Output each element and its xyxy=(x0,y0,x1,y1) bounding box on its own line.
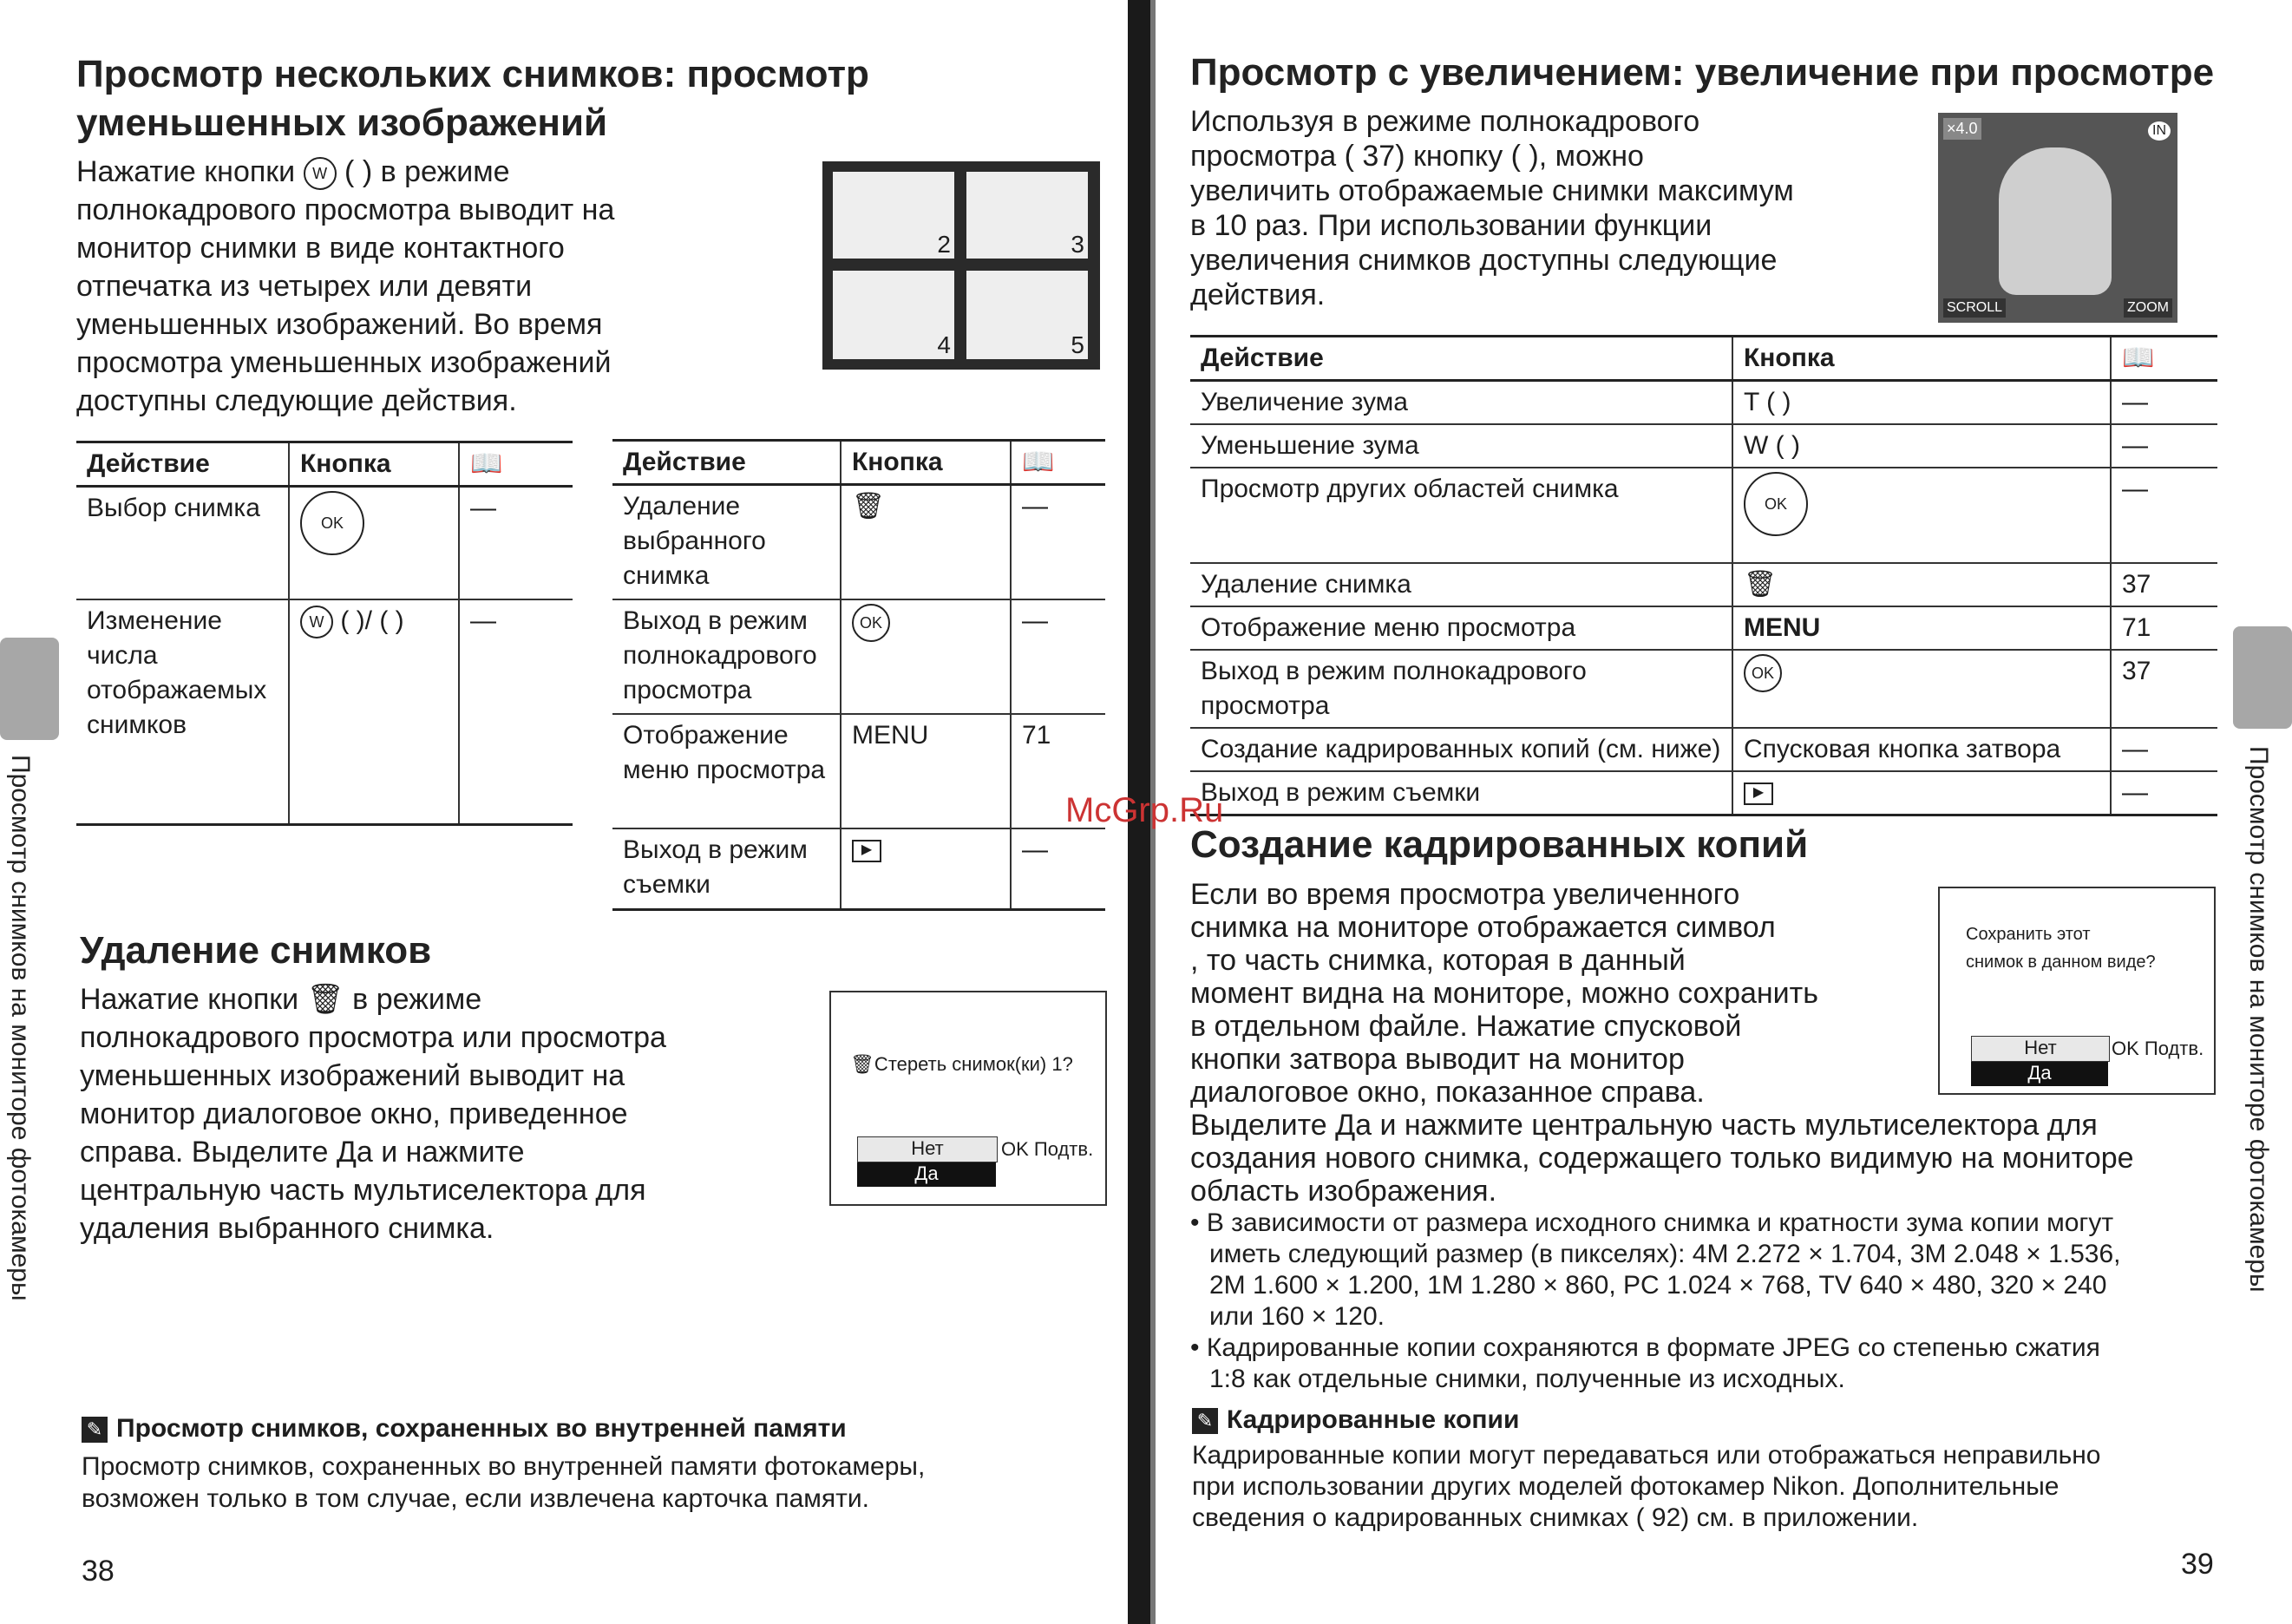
dialog-confirm-hint: OK Подтв. xyxy=(1001,1138,1094,1160)
cell-action: Создание кадрированных копий (см. ниже) xyxy=(1190,728,1732,771)
intro-line: отпечатка из четырех или девяти xyxy=(76,270,533,303)
cell-action: Уменьшение зума xyxy=(1190,424,1732,468)
delete-dialog xyxy=(829,991,1107,1206)
save-crop-dialog xyxy=(1938,887,2216,1095)
pencil-icon: ✎ xyxy=(1192,1408,1218,1434)
zoom-wide-icon: W xyxy=(304,157,337,190)
thumb-4: 5 xyxy=(966,271,1088,359)
portrait-face xyxy=(1999,147,2112,295)
thumb-1: 2 xyxy=(833,172,954,259)
cell-button xyxy=(1732,771,2111,815)
delete-paragraph xyxy=(80,980,791,1247)
th-action: Действие xyxy=(612,441,841,485)
cell-action: Выбор снимка xyxy=(76,487,289,599)
cell-action: Просмотр других областей снимка xyxy=(1190,468,1732,563)
dialog-yes-button[interactable]: Да xyxy=(857,1162,996,1187)
note-title: Кадрированные копии xyxy=(1227,1405,1520,1434)
left-intro xyxy=(76,153,788,420)
cell-button xyxy=(1732,650,2111,728)
cell-action: Отображение меню просмотра xyxy=(612,714,841,828)
crop-paragraph-2: Выделите Да и нажмите центральную часть мультиселектора для создания нового снимка, содержащего только видимую на мониторе область изображения. xyxy=(1190,1109,2134,1208)
delete-section-title: Удаление снимков xyxy=(80,929,432,972)
cell-page: — xyxy=(459,599,573,825)
crop-section-title: Создание кадрированных копий xyxy=(1190,823,1809,866)
cell-action: Удаление снимка xyxy=(1190,563,1732,606)
dialog-confirm-hint: OK Подтв. xyxy=(2112,1038,2204,1059)
multiselector-icon: OK xyxy=(289,487,459,599)
cell-page: — xyxy=(1011,828,1105,910)
th-button: Кнопка xyxy=(1732,337,2111,381)
left-side-text: Просмотр снимков на мониторе фотокамеры xyxy=(6,755,35,1301)
zoom-label: ZOOM xyxy=(2124,298,2172,318)
left-actions-table-1 xyxy=(76,441,573,826)
th-action: Действие xyxy=(1190,337,1732,381)
intro-line: ( ) в режиме xyxy=(344,155,510,188)
delete-line: центральную часть мультиселектора для xyxy=(80,1174,646,1207)
intro-line: просмотра уменьшенных изображений xyxy=(76,346,612,379)
right-side-tab xyxy=(2233,626,2292,729)
bullet-sizes: • В зависимости от размера исходного снимка и кратности зума копии могут иметь следующий размер (в пикселях): 4M 2.272 × 1.704, 3M 2.048 × 1.536, 2M 1.600 × 1.200, 1M 1.280 × 860, PC 1.024 × 768, TV 640 × 480, 320 × 240 или 160 × 120. xyxy=(1190,1208,2121,1331)
cell-button xyxy=(841,828,1011,910)
left-note-body: Просмотр снимков, сохраненных во внутренней памяти фотокамеры, возможен только в том случае, если извлечена карточка памяти. xyxy=(82,1452,926,1513)
cell-button: MENU xyxy=(841,714,1011,828)
zoom-tele-icon: T ( ) xyxy=(1732,381,2111,425)
dialog-yes-button[interactable]: Да xyxy=(1971,1062,2108,1086)
right-intro: Используя в режиме полнокадрового просмотра ( 37) кнопку ( ), можно увеличить отображаемые снимки максимум в 10 раз. При использовании функции увеличения снимков доступны следующие действия. xyxy=(1190,105,1794,311)
cell-page: — xyxy=(2111,728,2217,771)
right-page-title: Просмотр с увеличением: увеличение при просмотре xyxy=(1190,51,2215,94)
cell-page: — xyxy=(2111,771,2217,815)
cell-action: Выход в режим полнокадрового просмотра xyxy=(1190,650,1732,728)
intro-line: полнокадрового просмотра выводит на xyxy=(76,193,615,226)
cell-page: — xyxy=(1011,599,1105,714)
delete-line: справа. Выделите Да и нажмите xyxy=(80,1136,525,1169)
play-icon: ▶ xyxy=(852,840,881,862)
watermark: McGrp.Ru xyxy=(1065,791,1224,829)
dialog-text-2: снимок в данном виде? xyxy=(1966,953,2156,972)
ok-icon: OK xyxy=(852,604,890,642)
cell-button: W ( )/ ( ) xyxy=(289,599,459,825)
crop-paragraph: Если во время просмотра увеличенного снимка на мониторе отображается символ , то часть снимка, которая в данный момент видна на мониторе, можно сохранить в отдельном файле. Нажатие спусковой кнопки затвора выводит на монитор диалоговое окно, показанное справа. xyxy=(1190,878,1818,1109)
left-side-tab xyxy=(0,638,59,740)
trash-icon: 🗑 xyxy=(841,485,1011,599)
th-page: 📖 xyxy=(1011,441,1105,485)
cell-page: 71 xyxy=(2111,606,2217,650)
bullet-jpeg: • Кадрированные копии сохраняются в формате JPEG со степенью сжатия 1:8 как отдельные снимки, полученные из исходных. xyxy=(1190,1333,2100,1393)
th-page: 📖 xyxy=(459,442,573,487)
right-note-body: Кадрированные копии могут передаваться или отображаться неправильно при использовании других моделей фотокамер Nikon. Дополнительные сведения о кадрированных снимках ( 92) см. в приложении. xyxy=(1192,1441,2101,1532)
cell-page: — xyxy=(2111,381,2217,425)
intro-line: Нажатие кнопки xyxy=(76,155,296,188)
left-actions-table-2 xyxy=(612,439,1105,911)
cell-page: — xyxy=(2111,424,2217,468)
intro-line: уменьшенных изображений. Во время xyxy=(76,308,603,341)
right-page-number: 39 xyxy=(2181,1548,2214,1581)
pencil-icon: ✎ xyxy=(82,1417,108,1443)
zoom-wide-icon: W xyxy=(300,606,333,638)
cell-button: MENU xyxy=(1732,606,2111,650)
thumb-3: 4 xyxy=(833,271,954,359)
multiselector-icon: OK xyxy=(1732,468,2111,563)
zoom-screen-image xyxy=(1938,113,2177,323)
cell-page: — xyxy=(2111,468,2217,563)
zoom-wide-icon: W ( ) xyxy=(1732,424,2111,468)
cell-action: Увеличение зума xyxy=(1190,381,1732,425)
cell-action: Отображение меню просмотра xyxy=(1190,606,1732,650)
delete-line: уменьшенных изображений выводит на xyxy=(80,1059,625,1092)
right-side-text: Просмотр снимков на мониторе фотокамеры xyxy=(2244,746,2273,1293)
th-page: 📖 xyxy=(2111,337,2217,381)
th-action: Действие xyxy=(76,442,289,487)
zoom-actions-table xyxy=(1190,335,2217,816)
left-note-title-row xyxy=(82,1414,847,1444)
cell-action: Удаление выбранного снимка xyxy=(612,485,841,599)
cell-page: — xyxy=(459,487,573,599)
play-icon: ▶ xyxy=(1744,783,1773,805)
delete-line: полнокадрового просмотра или просмотра xyxy=(80,1021,666,1054)
cell-action: Выход в режим полнокадрового просмотра xyxy=(612,599,841,714)
scroll-label: SCROLL xyxy=(1943,298,2006,318)
cell-action: Выход в режим съемки xyxy=(612,828,841,910)
dialog-no-button[interactable]: Нет xyxy=(857,1136,998,1162)
zoom-level: ×4.0 xyxy=(1943,118,1981,140)
th-button: Кнопка xyxy=(841,441,1011,485)
th-button: Кнопка xyxy=(289,442,459,487)
left-page-number: 38 xyxy=(82,1555,115,1588)
dialog-text: 🗑Стереть снимок(ки) 1? xyxy=(850,1053,1073,1075)
cell-action: Изменение числа отображаемых снимков xyxy=(76,599,289,825)
cell-button xyxy=(841,599,1011,714)
cell-page: — xyxy=(1011,485,1105,599)
cell-page: 37 xyxy=(2111,563,2217,606)
cell-page: 37 xyxy=(2111,650,2217,728)
ok-icon: OK xyxy=(1744,654,1782,692)
dialog-no-button[interactable]: Нет xyxy=(1971,1036,2110,1062)
trash-icon: 🗑 xyxy=(1732,563,2111,606)
cell-action: Выход в режим съемки xyxy=(1190,771,1732,815)
delete-line: Нажатие кнопки 🗑 в режиме xyxy=(80,983,482,1016)
note-title: Просмотр снимков, сохраненных во внутренней памяти xyxy=(116,1414,847,1443)
right-note-title-row xyxy=(1192,1405,1519,1435)
dialog-text-1: Сохранить этот xyxy=(1966,925,2091,944)
delete-line: удаления выбранного снимка. xyxy=(80,1212,494,1245)
cell-page: 71 xyxy=(1011,714,1105,828)
thumb-2: 3 xyxy=(966,172,1088,259)
intro-line: монитор снимки в виде контактного xyxy=(76,232,565,265)
cell-button: Спусковая кнопка затвора xyxy=(1732,728,2111,771)
thumbnail-grid-image xyxy=(822,161,1100,370)
delete-line: монитор диалоговое окно, приведенное xyxy=(80,1097,628,1130)
left-page-title: Просмотр нескольких снимков: просмотр уменьшенных изображений xyxy=(76,53,869,144)
in-badge: IN xyxy=(2148,121,2171,141)
intro-line: доступны следующие действия. xyxy=(76,384,517,417)
